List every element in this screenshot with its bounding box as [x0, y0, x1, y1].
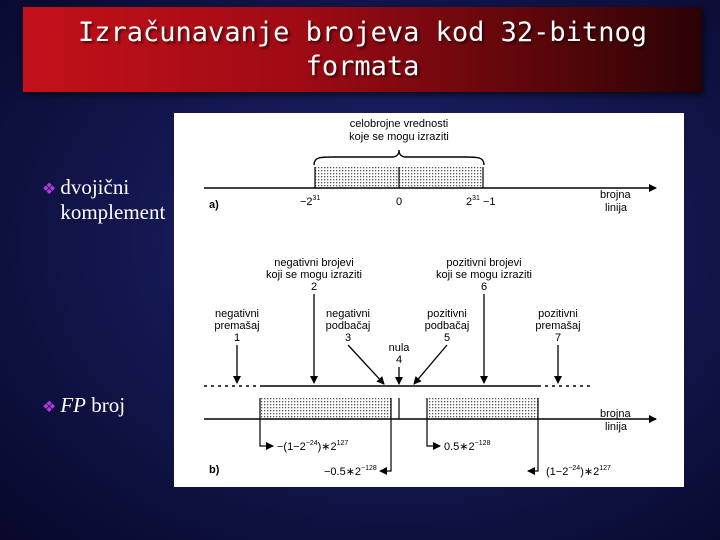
b-pos-overflow-line1: pozitivni	[538, 308, 578, 320]
a-line-label-2: linija	[605, 202, 628, 214]
b-positive-range	[427, 398, 538, 419]
b-arrow-3	[348, 345, 384, 384]
b-pos-underflow-num: 5	[443, 332, 451, 344]
b-leader-3	[427, 419, 440, 446]
b-neg-repr-line1: negativni brojevi	[274, 257, 354, 269]
b-pos-overflow-line2: premašaj	[535, 320, 581, 332]
bullet-text: broj	[86, 393, 126, 417]
b-leader-1	[260, 419, 273, 446]
b-pos-repr-line1: pozitivni brojevi	[446, 257, 522, 269]
b-zero-label: nula	[388, 342, 410, 354]
diamond-bullet-icon: ❖	[42, 181, 57, 198]
b-bound-2-label: $-0.5∗2^{-128}$	[324, 465, 377, 478]
b-arrow-5	[414, 345, 447, 384]
number-line-figure	[174, 113, 684, 487]
b-bound-1-label: $-(1-2^{-24})∗2^{127}$	[277, 440, 349, 453]
a-tick-min-label: $-2^{31}$	[300, 195, 321, 208]
page-title: Izračunavanje brojeva kod 32-bitnog formata	[78, 16, 647, 82]
a-top-label-line1: celobrojne vrednosti	[349, 118, 449, 130]
b-neg-overflow-line1: negativni	[214, 308, 260, 320]
b-line-label-2: linija	[605, 421, 628, 433]
b-neg-overflow-num: 1	[233, 332, 241, 344]
bullet-emphasis: FP	[60, 393, 86, 417]
a-part-label: a)	[209, 199, 219, 211]
a-tick-zero-label: 0	[395, 196, 403, 208]
number-line-diagram	[174, 113, 684, 487]
bullet-item-fp-number	[42, 393, 125, 420]
b-neg-underflow-line2: podbačaj	[325, 320, 371, 332]
b-leader-4	[528, 419, 538, 471]
b-zero-num: 4	[395, 354, 403, 366]
b-neg-underflow-num: 3	[344, 332, 352, 344]
b-bound-4-label: $(1-2^{-24})∗2^{127}$	[546, 465, 611, 478]
b-pos-underflow-line1: pozitivni	[427, 308, 467, 320]
b-neg-repr-num: 2	[310, 281, 318, 293]
b-neg-repr-line2: koji se mogu izraziti	[266, 269, 362, 281]
b-leader-2	[380, 419, 391, 471]
bullet-item-twos-complement	[42, 175, 185, 225]
b-neg-underflow-line1: negativni	[325, 308, 371, 320]
b-pos-repr-num: 6	[480, 281, 488, 293]
b-pos-underflow-line2: podbačaj	[424, 320, 470, 332]
b-pos-overflow-num: 7	[554, 332, 562, 344]
bullet-text: dvojični komplement	[60, 175, 166, 224]
a-range-brace	[314, 150, 484, 165]
b-line-label-1: brojna	[600, 408, 631, 420]
b-neg-overflow-line2: premašaj	[214, 320, 260, 332]
a-tick-max-label: $2^{31} -1$	[466, 195, 496, 208]
a-top-label-line2: koje se mogu izraziti	[349, 131, 449, 143]
b-bound-3-label: $0.5∗2^{-128}$	[444, 440, 491, 453]
b-pos-repr-line2: koji se mogu izraziti	[436, 269, 532, 281]
diamond-bullet-icon: ❖	[42, 399, 57, 416]
b-part-label: b)	[209, 464, 220, 476]
a-line-label-1: brojna	[600, 189, 631, 201]
title-bar	[23, 7, 702, 92]
b-negative-range	[260, 398, 391, 419]
